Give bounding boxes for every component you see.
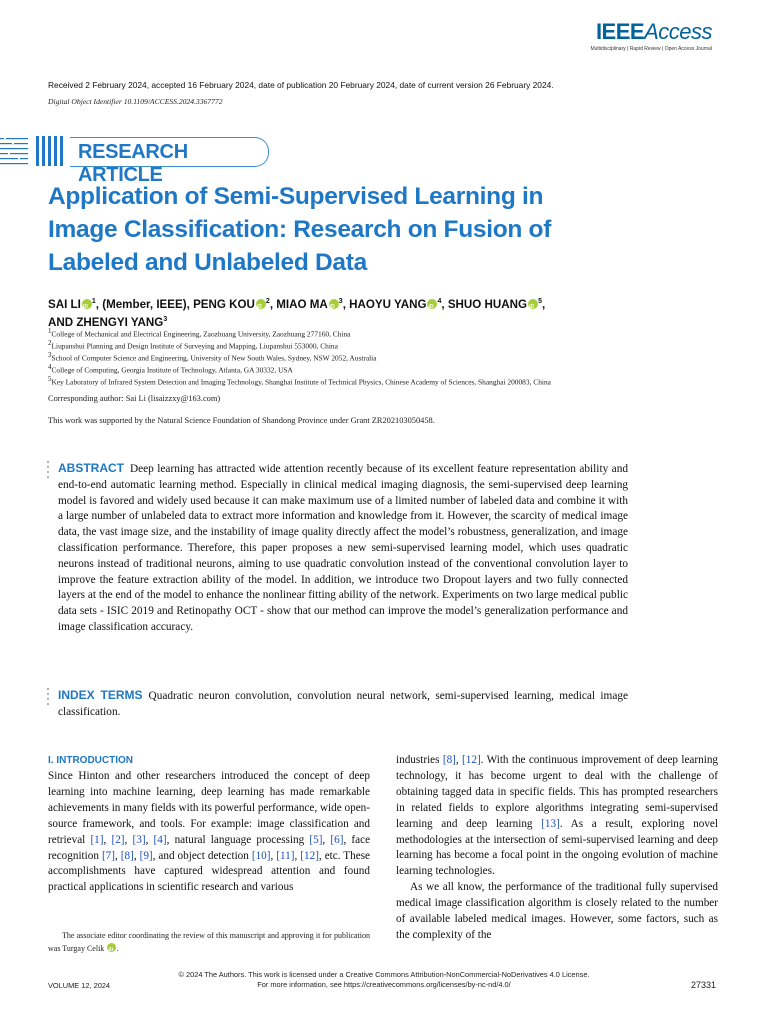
- reference-link[interactable]: [8]: [120, 849, 134, 862]
- reference-link[interactable]: [12]: [300, 849, 319, 862]
- orcid-icon[interactable]: [528, 299, 538, 309]
- body-text: ,: [124, 833, 133, 846]
- doi-line[interactable]: Digital Object Identifier 10.1109/ACCESS.2024.3367772: [48, 97, 223, 106]
- logo-tagline: Multidisciplinary | Rapid Review | Open Access Journal: [590, 46, 712, 52]
- author-6: AND ZHENGYI YANG$^3$: [48, 315, 168, 329]
- abstract-text: Deep learning has attracted wide attention recently because of its excellent feature representation ability and end-to-end automatic learning method. Especially in clinical medical imaging diagnosis, the semi-supervised deep learning model is favored and widely used because it can make maximum use of a limited number of labeled data and combine it with a large number of unlabeled data to extract more information and knowledge from it. However, the scarcity of medical image data, the vast image size, and the instability of image quality directly affect the model’s robustness, generalization, and image classification performance. Therefore, this paper proposes a new semi-supervised learning model, which uses quadratic neurons instead of traditional neurons, aiming to use quadratic convolution instead of the conventional convolution layer to improve the feature extraction ability of the model. In addition, we introduce two Dropout layers and two fully connected layers at the end of the model to enhance the nonlinear fitting ability of the network. Experiments on two large medical public data sets - ISIC 2019 and Retinopathy OCT - show that our method can improve the model’s generalization performance and image classification accuracy.: [58, 463, 628, 633]
- abstract: [58, 461, 628, 636]
- page-number: 27331: [690, 980, 716, 990]
- journal-logo: [590, 20, 712, 52]
- intro-column-right: [396, 753, 718, 944]
- orcid-icon[interactable]: [82, 299, 92, 309]
- author-3: MIAO MAiD $^3$,: [276, 298, 349, 311]
- body-text: Since Hinton and other researchers introduced the concept of deep learning into machine learning, deep learning has made remarkable achievements in many fields with its powerful performance, wide open-source framework, and tools. For example: image classification and retrieval: [48, 770, 370, 846]
- logo-ieee: IEEE: [595, 19, 645, 44]
- body-text: ,: [114, 849, 121, 862]
- logo-access: Access: [644, 19, 712, 44]
- author-list: [48, 294, 648, 330]
- reference-link[interactable]: [13]: [541, 817, 560, 830]
- received-dates: Received 2 February 2024, accepted 16 February 2024, date of publication 20 February 2024, date of current version 26 February 2024.: [48, 80, 554, 90]
- reference-link[interactable]: [10]: [251, 849, 271, 862]
- index-terms-label: INDEX TERMS: [58, 688, 143, 702]
- abstract-label: ABSTRACT: [58, 461, 124, 475]
- intro-paragraph: [396, 753, 718, 880]
- body-text: , and object detection: [152, 849, 252, 862]
- index-terms-text: Quadratic neuron convolution, convolution neural network, semi-supervised learning, medical image classification.: [58, 690, 628, 718]
- reference-link[interactable]: [1]: [90, 833, 104, 846]
- paper-title: Application of Semi-Supervised Learning in Image Classification: Research on Fusion of Labeled and Unlabeled Data: [48, 183, 552, 276]
- banner-bars-icon: [0, 134, 66, 168]
- article-type-banner: [70, 137, 269, 186]
- corresponding-author: Corresponding author: Sai Li (lisaizzxy@163.com): [48, 394, 221, 403]
- body-text: ,: [133, 849, 140, 862]
- body-text: . With the continuous improvement of deep learning technology, it has become urgent to deal with the challenge of obtaining tagged data in specific fields. This has prompted researchers in related fields to explore algorithms integrating semi-supervised learning and deep learning: [396, 754, 719, 830]
- affiliation-item: $^2$Liupanshui Planning and Design Institute of Surveying and Mapping, Liupanshui 553000, China: [48, 339, 338, 351]
- license-notice: © 2024 The Authors. This work is licensed under a Creative Commons Attribution-NonCommercial-NoDerivatives 4.0 License. For more information, see https://creativecommons.org/licenses/by-nc-nd/4.0/: [0, 970, 768, 990]
- reference-link[interactable]: [2]: [111, 833, 125, 846]
- intro-column-left: [48, 769, 370, 896]
- affiliation-item: $^1$College of Mechanical and Electrical Engineering, Zaozhuang University, Zaozhuang 277160, China: [48, 327, 351, 339]
- body-text: . As a result, exploring novel methodologies at the intersection of semi-supervised learning and deep learning has become a focal point in the ongoing evolution of machine learning technologies.: [396, 817, 718, 878]
- reference-link[interactable]: [7]: [101, 849, 115, 862]
- affiliation-item: $^5$Key Laboratory of Infrared System Detection and Imaging Technology, Shanghai Institute of Technical Physics, Chinese Academy of Sciences, Shanghai 200083, China: [48, 375, 551, 387]
- body-text: ,: [145, 833, 154, 846]
- funding-note: This work was supported by the Natural Science Foundation of Shandong Province under Grant ZR202103050458.: [48, 416, 435, 425]
- body-text: , face recognition: [48, 833, 371, 862]
- body-text: , etc. These accomplishments have captured widespread attention and found practical applications in scientific research and various: [48, 849, 371, 894]
- body-text: ,: [103, 833, 112, 846]
- affiliations: [48, 327, 648, 387]
- affiliation-item: $^3$School of Computer Science and Engineering, University of New South Wales, Sydney, NSW 2052, Australia: [48, 351, 377, 363]
- author-1: SAI LIiD $^1$, (Member, IEEE),: [48, 298, 193, 311]
- reference-link[interactable]: [4]: [153, 833, 167, 846]
- editor-footnote: The associate editor coordinating the review of this manuscript and approving it for publication was Turgay Celik iD .: [48, 929, 370, 955]
- section-dots-icon: [47, 688, 50, 708]
- reference-link[interactable]: [11]: [276, 849, 295, 862]
- orcid-icon[interactable]: [329, 299, 339, 309]
- reference-link[interactable]: [6]: [330, 833, 344, 846]
- body-text: ,: [294, 849, 301, 862]
- affiliation-item: $^4$College of Computing, Georgia Institute of Technology, Atlanta, GA 30332, USA: [48, 363, 293, 375]
- reference-link[interactable]: [12]: [462, 754, 481, 766]
- body-text: , natural language processing: [166, 833, 310, 846]
- intro-paragraph: As we all know, the performance of the traditional fully supervised medical image classification algorithm is closely related to the number of available labeled medical images. However, some factors, such as the complexity of the: [396, 881, 718, 941]
- reference-link[interactable]: [9]: [139, 849, 153, 862]
- reference-link[interactable]: [5]: [309, 833, 323, 846]
- author-4: HAOYU YANGiD $^4$,: [349, 298, 448, 311]
- volume-label: VOLUME 12, 2024: [48, 981, 111, 990]
- body-text: ,: [270, 849, 277, 862]
- section-dots-icon: [47, 461, 50, 481]
- body-text: ,: [322, 833, 331, 846]
- author-2: PENG KOUiD $^2$,: [193, 298, 276, 311]
- section-heading-introduction: I. INTRODUCTION: [48, 755, 133, 766]
- author-5: SHUO HUANGiD $^5$,: [448, 298, 545, 311]
- license-link[interactable]: For more information, see https://creativecommons.org/licenses/by-nc-nd/4.0/: [257, 980, 511, 989]
- index-terms: [58, 688, 628, 721]
- reference-link[interactable]: [3]: [132, 833, 146, 846]
- body-text: industries: [396, 754, 443, 766]
- article-type-label: RESEARCH ARTICLE: [78, 141, 188, 186]
- orcid-icon[interactable]: [427, 299, 437, 309]
- reference-link[interactable]: [8]: [442, 754, 456, 766]
- body-text: ,: [455, 754, 463, 766]
- orcid-icon[interactable]: [107, 943, 116, 952]
- orcid-icon[interactable]: [256, 299, 266, 309]
